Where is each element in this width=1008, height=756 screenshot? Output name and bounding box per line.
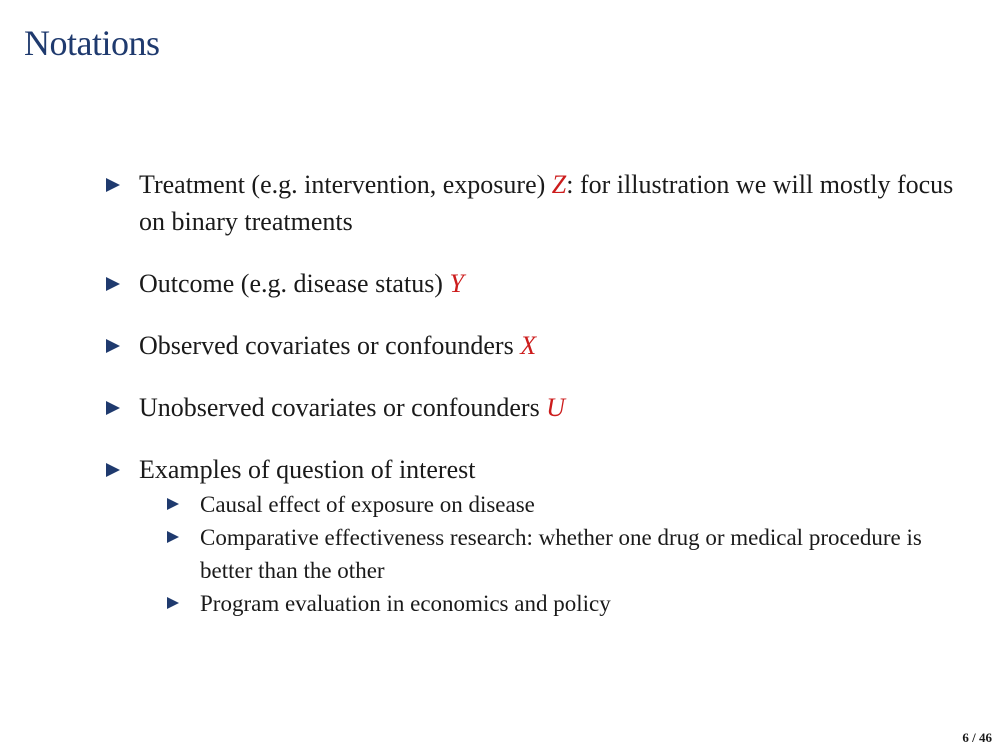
triangle-bullet-icon xyxy=(106,277,120,291)
triangle-bullet-icon xyxy=(106,178,120,192)
sub-item-text: Comparative effectiveness research: whether one drug or medical procedure is better than the other xyxy=(200,525,922,583)
item-text: Examples of question of interest xyxy=(139,455,476,484)
variable-z: Z xyxy=(551,170,567,199)
sub-list-item xyxy=(167,521,966,587)
item-text: Unobserved covariates or confounders xyxy=(139,393,547,422)
sub-bullet-list xyxy=(139,488,966,620)
triangle-bullet-icon xyxy=(167,597,179,609)
triangle-bullet-icon xyxy=(106,463,120,477)
item-text: Treatment (e.g. intervention, exposure) xyxy=(139,170,552,199)
sub-item-text: Causal effect of exposure on disease xyxy=(200,492,535,517)
triangle-bullet-icon xyxy=(167,531,179,543)
triangle-bullet-icon xyxy=(106,401,120,415)
slide-title: Notations xyxy=(24,23,160,63)
item-text: Observed covariates or confounders xyxy=(139,331,521,360)
list-item-treatment xyxy=(106,166,966,240)
sub-list-item xyxy=(167,587,966,620)
list-item-observed-covariates xyxy=(106,327,966,364)
list-item-examples xyxy=(106,451,966,620)
variable-x: X xyxy=(520,331,537,360)
page-number: 6 / 46 xyxy=(962,730,992,745)
variable-u: U xyxy=(546,393,565,422)
bullet-list xyxy=(106,166,966,620)
list-item-unobserved-covariates xyxy=(106,389,966,426)
list-item-outcome xyxy=(106,265,966,302)
item-text-after: : for illustration we will mostly focus on binary treatments xyxy=(139,170,954,236)
variable-y: Y xyxy=(449,269,464,298)
triangle-bullet-icon xyxy=(167,498,179,510)
triangle-bullet-icon xyxy=(106,339,120,353)
item-text: Outcome (e.g. disease status) xyxy=(139,269,450,298)
sub-item-text: Program evaluation in economics and policy xyxy=(200,591,611,616)
sub-list-item xyxy=(167,488,966,521)
